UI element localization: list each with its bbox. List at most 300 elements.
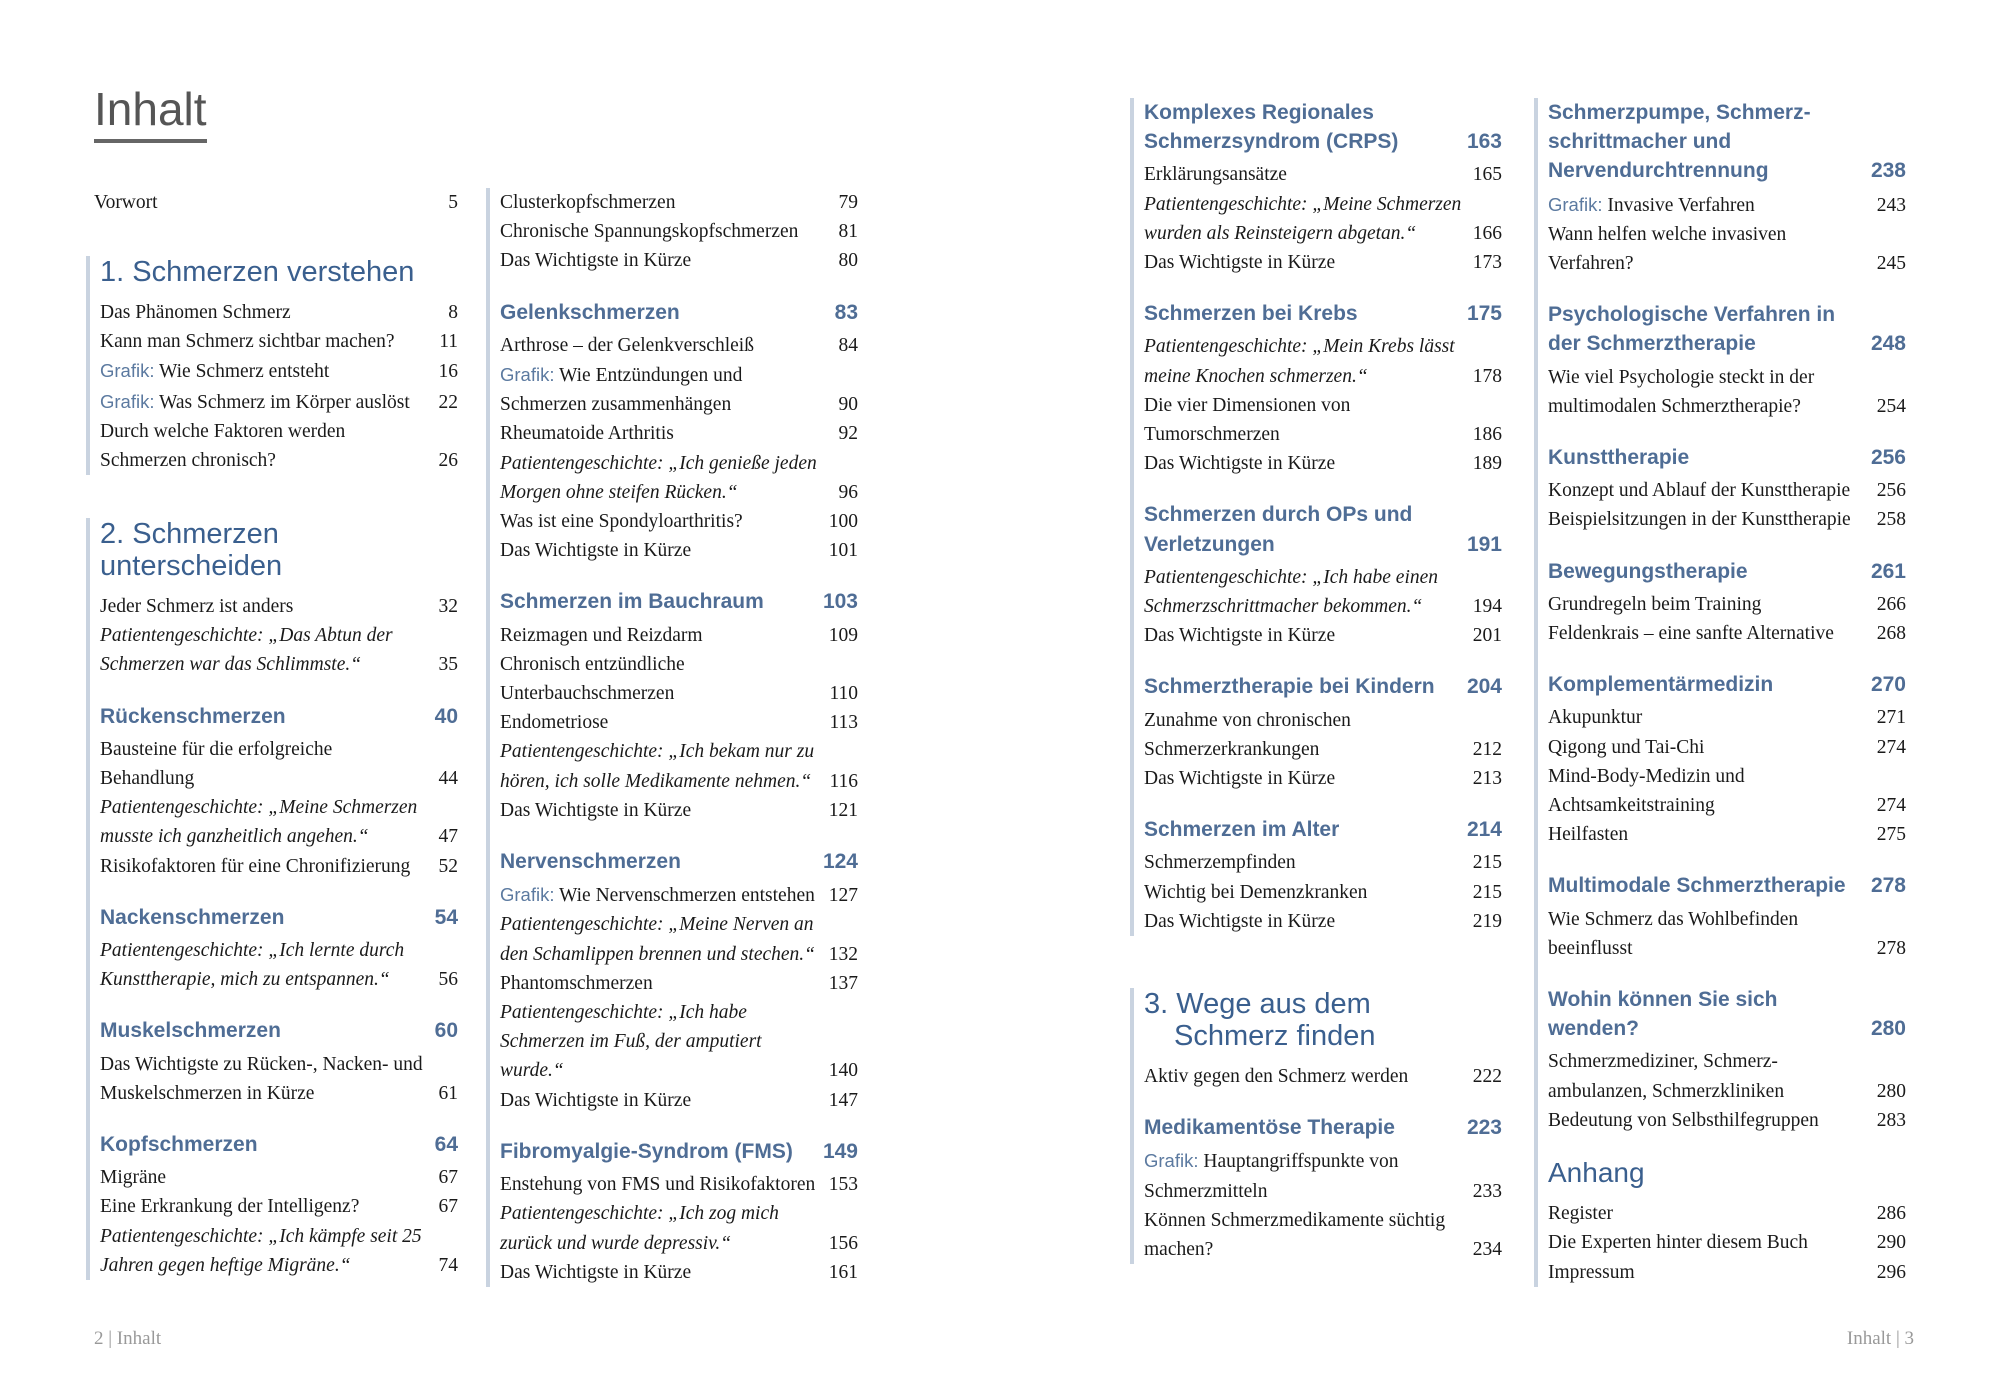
entry-text: Das Wichtigste in Kürze xyxy=(500,540,692,562)
entry-text: Phantomschmerzen xyxy=(500,972,653,994)
toc-entry[interactable] xyxy=(500,650,858,708)
entry-page: 268 xyxy=(1876,623,1906,645)
toc-entry[interactable] xyxy=(100,298,458,327)
footer-left: 2 | Inhalt xyxy=(94,1328,162,1349)
entry-text: Chronisch entzündliche Unterbauchschmerzen xyxy=(500,653,685,705)
toc-entry[interactable] xyxy=(500,1258,858,1287)
entry-page: 278 xyxy=(1876,937,1906,959)
entry-page: 153 xyxy=(828,1174,858,1196)
entry-text: Das Wichtigste in Kürze xyxy=(1144,768,1336,790)
section-page: 278 xyxy=(1870,874,1906,898)
entry-text: Das Wichtigste zu Rücken-, Nacken- und Muskelschmerzen in Kürze xyxy=(100,1053,423,1104)
entry-text: Migräne xyxy=(100,1167,167,1189)
entry-page: 47 xyxy=(438,826,458,848)
entry-text: Enstehung von FMS und Risikofaktoren xyxy=(500,1174,816,1196)
toc-section xyxy=(100,1016,458,1108)
entry-text: Patientengeschichte: „Meine Schmerzen wurden als Reinsteigern abgetan.“ xyxy=(1144,193,1462,244)
toc-entry[interactable] xyxy=(1144,190,1502,248)
toc-entry[interactable] xyxy=(100,417,458,475)
entry-page: 245 xyxy=(1876,253,1906,275)
entry-text: Rheumatoide Arthritis xyxy=(500,423,674,445)
entry-text: Patientengeschichte: „Mein Krebs lässt meine Knochen schmerzen.“ xyxy=(1144,336,1455,387)
entry-page: 234 xyxy=(1472,1239,1502,1261)
toc-entry[interactable] xyxy=(1548,363,1906,421)
entry-page: 215 xyxy=(1472,881,1502,903)
entry-text: Bedeutung von Selbsthilfegruppen xyxy=(1548,1109,1819,1131)
entry-text: Die vier Dimensionen von Tumorschmerzen xyxy=(1144,394,1351,446)
section-heading[interactable]: Komplexes Regionales Schmerzsyndrom (CRPS) 163 xyxy=(1144,98,1502,156)
entry-page: 201 xyxy=(1472,625,1502,647)
section-page: 175 xyxy=(1466,302,1502,326)
entry-text: Wann helfen welche invasiven Verfahren? xyxy=(1548,223,1787,275)
entries xyxy=(500,188,858,276)
entry-text: Das Wichtigste in Kürze xyxy=(500,1089,692,1111)
entry-text: Das Wichtigste in Kürze xyxy=(500,1261,692,1283)
toc-entry[interactable] xyxy=(1548,619,1906,648)
entry-page: 127 xyxy=(828,885,858,907)
section-page: 124 xyxy=(822,850,858,874)
toc-entry[interactable] xyxy=(100,592,458,621)
section-heading[interactable]: Gelenkschmerzen 83 xyxy=(500,298,858,327)
toc-entry[interactable] xyxy=(94,188,458,217)
entries xyxy=(1144,1062,1502,1091)
section-page: 214 xyxy=(1466,818,1502,842)
section-page: 54 xyxy=(434,905,458,929)
entry-page: 275 xyxy=(1876,824,1906,846)
entry-text: Risikofaktoren für eine Chronifizierung xyxy=(100,855,411,877)
chapter-heading[interactable]: 3. Wege aus dem Schmerz finden xyxy=(1144,988,1376,1052)
section-heading[interactable]: Schmerzen im Bauchraum 103 xyxy=(500,587,858,616)
entry-text: Grafik: Wie Entzündungen und Schmerzen zusammenhängen xyxy=(500,364,743,416)
entry-page: 90 xyxy=(838,394,858,416)
toc-section xyxy=(1144,98,1502,277)
entry-page: 290 xyxy=(1876,1232,1906,1254)
entry-page: 52 xyxy=(438,855,458,877)
entry-text: Das Wichtigste in Kürze xyxy=(500,799,692,821)
entry-page: 121 xyxy=(828,799,858,821)
entry-text: Reizmagen und Reizdarm xyxy=(500,624,703,646)
toc-entry[interactable] xyxy=(1144,621,1502,650)
entry-page: 92 xyxy=(838,423,858,445)
entry-text: Grafik: Wie Nervenschmerzen entstehen xyxy=(500,884,815,907)
toc-entry[interactable] xyxy=(1548,1047,1906,1105)
entry-page: 266 xyxy=(1876,593,1906,615)
toc-entry[interactable] xyxy=(500,1086,858,1115)
section-page: 163 xyxy=(1466,130,1502,154)
entry-text: Register xyxy=(1548,1203,1613,1225)
toc-section xyxy=(100,1130,458,1280)
toc-entry[interactable] xyxy=(1144,391,1502,449)
entry-text: Bausteine für die erfolgreiche Behandlung xyxy=(100,738,333,790)
toc-section xyxy=(1548,871,1906,963)
toc-entry[interactable] xyxy=(1144,1206,1502,1264)
entry-page: 286 xyxy=(1876,1203,1906,1225)
toc-entry[interactable] xyxy=(1144,764,1502,793)
toc-section xyxy=(100,903,458,995)
section-heading[interactable]: Muskelschmerzen 60 xyxy=(100,1016,458,1045)
toc-section xyxy=(1548,300,1906,421)
toc-entry[interactable] xyxy=(1548,476,1906,505)
entry-text: Patientengeschichte: „Ich lernte durch Kunsttherapie, mich zu entspannen.“ xyxy=(100,940,405,991)
entry-page: 32 xyxy=(438,596,458,617)
entry-page: 22 xyxy=(438,391,458,413)
toc-entry[interactable] xyxy=(500,1170,858,1199)
entry-page: 35 xyxy=(438,654,458,676)
toc-entry[interactable] xyxy=(1144,1146,1502,1205)
toc-entry[interactable] xyxy=(1548,762,1906,820)
section-page: 256 xyxy=(1870,446,1906,470)
section-page: 83 xyxy=(834,300,858,324)
entry-page: 81 xyxy=(838,221,858,243)
toc-entry[interactable] xyxy=(500,331,858,360)
toc-entry[interactable] xyxy=(1548,590,1906,619)
section-heading[interactable]: Kunsttherapie 256 xyxy=(1548,443,1906,472)
entries xyxy=(100,298,458,475)
toc-entry[interactable] xyxy=(100,387,458,417)
section-heading[interactable]: Schmerztherapie bei Kindern 204 xyxy=(1144,672,1502,701)
grafik-label: Grafik: xyxy=(500,884,555,906)
toc-section xyxy=(500,298,858,566)
toc-entry[interactable] xyxy=(100,793,458,851)
entry-text: Beispielsitzungen in der Kunsttherapie xyxy=(1548,509,1851,531)
toc-entry[interactable] xyxy=(500,969,858,998)
section-page: 64 xyxy=(434,1133,458,1157)
toc-entry[interactable] xyxy=(1144,160,1502,189)
grafik-label: Grafik: xyxy=(100,360,155,382)
grafik-label: Grafik: xyxy=(100,390,155,412)
entry-page: 186 xyxy=(1472,424,1502,446)
section-page: 238 xyxy=(1870,159,1906,183)
toc-section xyxy=(1144,500,1502,650)
entry-text: Impressum xyxy=(1548,1261,1635,1283)
entry-text: Grafik: Was Schmerz im Körper auslöst xyxy=(100,390,410,413)
entry-page: 254 xyxy=(1876,395,1906,417)
toc-entry[interactable] xyxy=(500,536,858,565)
entry-text: Das Phänomen Schmerz xyxy=(100,302,291,323)
toc-entry[interactable] xyxy=(500,360,858,419)
entry-text: Heilfasten xyxy=(1548,824,1629,846)
section-page: 270 xyxy=(1870,673,1906,697)
grafik-label: Grafik: xyxy=(500,364,555,386)
section-heading[interactable]: Wohin können Sie sich wenden? 280 xyxy=(1548,985,1906,1043)
entry-text: Wie viel Psychologie steckt in der multimodalen Schmerztherapie? xyxy=(1548,366,1815,417)
entry-page: 166 xyxy=(1472,222,1502,244)
entry-text: Patientengeschichte: „Das Abtun der Schmerzen war das Schlimmste.“ xyxy=(100,625,393,676)
section-heading[interactable]: Kopfschmerzen 64 xyxy=(100,1130,458,1159)
toc-entry[interactable] xyxy=(100,1222,458,1280)
section-page: 223 xyxy=(1466,1116,1502,1140)
entry-text: Patientengeschichte: „Ich zog mich zurück und wurde depressiv.“ xyxy=(500,1203,779,1254)
entry-text: Akupunktur xyxy=(1548,707,1643,729)
entry-page: 194 xyxy=(1472,596,1502,618)
entry-text: Wie Schmerz das Wohlbefinden beeinflusst xyxy=(1548,908,1799,959)
entry-text: Grafik: Hauptangriffspunkte von Schmerzmitteln xyxy=(1144,1150,1399,1202)
toc-entry[interactable] xyxy=(1548,1228,1906,1257)
section-page: 280 xyxy=(1870,1017,1906,1041)
toc-section xyxy=(1144,1113,1502,1264)
section-heading[interactable]: Schmerzpumpe, Schmerz- schrittmacher und Nervendurchtrennung 238 xyxy=(1548,98,1906,186)
entry-text: Arthrose – der Gelenkverschleiß xyxy=(500,334,754,356)
toc-entry[interactable] xyxy=(100,936,458,994)
toc-entry[interactable] xyxy=(100,327,458,356)
entry-page: 156 xyxy=(828,1232,858,1254)
toc-entry[interactable] xyxy=(100,1050,458,1108)
chapter-heading[interactable]: 2. Schmerzen unterscheiden xyxy=(100,518,283,582)
entry-text: Durch welche Faktoren werden Schmerzen chronisch? xyxy=(100,420,346,472)
toc-entry[interactable] xyxy=(1144,449,1502,478)
toc-entry[interactable] xyxy=(1548,190,1906,220)
entry-text: Das Wichtigste in Kürze xyxy=(1144,453,1336,475)
toc-section xyxy=(500,1137,858,1287)
entry-text: Mind-Body-Medizin und Achtsamkeitstraining xyxy=(1548,765,1745,817)
toc-block-col3-top xyxy=(1130,98,1502,936)
toc-entry[interactable] xyxy=(1548,703,1906,732)
entry-text: Das Wichtigste in Kürze xyxy=(1144,910,1336,932)
section-heading[interactable]: Multimodale Schmerztherapie 278 xyxy=(1548,871,1906,900)
toc-section xyxy=(500,847,858,1115)
section-heading[interactable]: Rückenschmerzen 40 xyxy=(100,702,458,731)
toc-entry[interactable] xyxy=(500,246,858,275)
entry-page: 44 xyxy=(438,768,458,790)
entry-page: 67 xyxy=(438,1196,458,1218)
toc-section xyxy=(1548,98,1906,278)
section-heading[interactable]: Schmerzen bei Krebs 175 xyxy=(1144,299,1502,328)
section-page: 103 xyxy=(822,590,858,614)
entry-page: 274 xyxy=(1876,795,1906,817)
entry-page: 96 xyxy=(838,481,858,503)
entry-text: Endometriose xyxy=(500,712,609,734)
toc-entry[interactable] xyxy=(100,1163,458,1192)
section-heading[interactable]: Nackenschmerzen 54 xyxy=(100,903,458,932)
entry-page: 271 xyxy=(1876,707,1906,729)
entry-page: 56 xyxy=(438,969,458,991)
toc-entry[interactable] xyxy=(1548,1106,1906,1135)
toc-section xyxy=(1548,443,1906,535)
entry-text: Feldenkrais – eine sanfte Alternative xyxy=(1548,623,1834,645)
entry-page: 189 xyxy=(1472,453,1502,475)
toc-anhang xyxy=(1548,1157,1906,1287)
toc-entry[interactable] xyxy=(1548,1199,1906,1228)
entry-page: 84 xyxy=(838,334,858,356)
entry-page: 79 xyxy=(838,192,858,213)
entry-page: 140 xyxy=(828,1060,858,1082)
toc-entry[interactable] xyxy=(1144,907,1502,936)
entry-text: Patientengeschichte: „Meine Schmerzen musste ich ganzheitlich angehen.“ xyxy=(100,797,418,848)
chapter-heading[interactable]: 1. Schmerzen verstehen xyxy=(100,256,415,288)
section-heading[interactable]: Komplementärmedizin 270 xyxy=(1548,670,1906,699)
entry-text: Patientengeschichte: „Meine Nerven an den Schamlippen brennen und stechen.“ xyxy=(500,914,815,965)
toc-entry[interactable] xyxy=(100,356,458,386)
toc-chapter-1 xyxy=(86,256,458,475)
section-page: 60 xyxy=(434,1019,458,1043)
entry-text: Erklärungsansätze xyxy=(1144,164,1287,186)
section-heading[interactable]: Schmerzen im Alter 214 xyxy=(1144,815,1502,844)
entry-text: Patientengeschichte: „Ich genieße jeden Morgen ohne steifen Rücken.“ xyxy=(500,452,817,503)
toc-entry[interactable] xyxy=(1548,505,1906,534)
toc-chapter-2 xyxy=(86,518,458,1280)
section-heading[interactable]: Bewegungstherapie 261 xyxy=(1548,557,1906,586)
toc-entry[interactable] xyxy=(500,188,858,217)
toc-section xyxy=(500,587,858,825)
entry-text: Schmerzmediziner, Schmerz- ambulanzen, Schmerzkliniken xyxy=(1548,1051,1785,1102)
toc-entry[interactable] xyxy=(500,621,858,650)
entry-text: Schmerzempfinden xyxy=(1144,852,1296,874)
entry-page: 5 xyxy=(448,192,458,213)
toc-chapter-3 xyxy=(1130,988,1502,1264)
grafik-label: Grafik: xyxy=(1548,193,1603,215)
entry-text: Zunahme von chronischen Schmerzerkrankungen xyxy=(1144,709,1351,760)
section-heading[interactable]: Fibromyalgie-Syndrom (FMS) 149 xyxy=(500,1137,858,1166)
entry-page: 80 xyxy=(838,250,858,272)
entry-page: 109 xyxy=(828,624,858,646)
toc-entry[interactable] xyxy=(500,998,858,1086)
toc-entry[interactable] xyxy=(1548,1258,1906,1287)
entry-text: Das Wichtigste in Kürze xyxy=(500,250,692,272)
toc-section xyxy=(1144,815,1502,936)
entry-page: 116 xyxy=(829,770,858,792)
toc-entry[interactable] xyxy=(500,880,858,910)
toc-entry[interactable] xyxy=(1144,563,1502,621)
entry-page: 173 xyxy=(1472,252,1502,274)
section-page: 149 xyxy=(822,1139,858,1163)
toc-section xyxy=(1548,985,1906,1135)
entry-page: 280 xyxy=(1876,1080,1906,1102)
section-heading[interactable]: Schmerzen durch OPs und Verletzungen 191 xyxy=(1144,500,1502,558)
entry-page: 147 xyxy=(828,1089,858,1111)
toc-entry[interactable] xyxy=(1548,220,1906,278)
entry-text: Jeder Schmerz ist anders xyxy=(100,596,294,617)
toc-entry[interactable] xyxy=(1144,332,1502,390)
entry-page: 100 xyxy=(828,511,858,533)
entry-text: Konzept und Ablauf der Kunsttherapie xyxy=(1548,480,1851,502)
section-page: 248 xyxy=(1870,332,1906,356)
toc-entry[interactable] xyxy=(1548,733,1906,762)
toc-entry[interactable] xyxy=(1548,905,1906,963)
grafik-label: Grafik: xyxy=(1144,1150,1199,1172)
entry-page: 11 xyxy=(439,331,458,353)
entry-page: 256 xyxy=(1876,480,1906,502)
toc-entry[interactable] xyxy=(1144,878,1502,907)
toc-section xyxy=(1548,670,1906,849)
entry-page: 283 xyxy=(1876,1109,1906,1131)
toc-entry[interactable] xyxy=(500,507,858,536)
footer-right: Inhalt | 3 xyxy=(1846,1328,1914,1349)
section-heading[interactable]: Medikamentöse Therapie 223 xyxy=(1144,1113,1502,1142)
entry-page: 110 xyxy=(829,683,858,705)
entry-page: 137 xyxy=(828,972,858,994)
toc-block-col2 xyxy=(486,188,858,1287)
entry-page: 212 xyxy=(1472,738,1502,760)
entry-page: 222 xyxy=(1472,1066,1502,1087)
page-title: Inhalt xyxy=(94,84,207,143)
entry-text: Das Wichtigste in Kürze xyxy=(1144,625,1336,647)
entry-text: Die Experten hinter diesem Buch xyxy=(1548,1232,1808,1254)
entry-text: Was ist eine Spondyloarthritis? xyxy=(500,511,743,533)
entries xyxy=(1548,1199,1906,1287)
entry-page: 178 xyxy=(1472,365,1502,387)
entry-text: Wichtig bei Demenzkranken xyxy=(1144,881,1368,903)
toc-entry[interactable] xyxy=(1548,820,1906,849)
toc-entry[interactable] xyxy=(500,217,858,246)
entry-page: 113 xyxy=(829,712,858,734)
toc-entry[interactable] xyxy=(1144,848,1502,877)
toc-section xyxy=(1144,672,1502,793)
entry-page: 213 xyxy=(1472,768,1502,790)
toc-entry[interactable] xyxy=(500,796,858,825)
toc-section xyxy=(1144,299,1502,478)
entry-text: Das Wichtigste in Kürze xyxy=(1144,252,1336,274)
entry-page: 8 xyxy=(448,302,458,323)
section-page: 40 xyxy=(434,704,458,728)
entry-text: Eine Erkrankung der Intelligenz? xyxy=(100,1196,360,1218)
toc-entry[interactable] xyxy=(100,852,458,881)
entry-page: 215 xyxy=(1472,852,1502,874)
entry-text: Kann man Schmerz sichtbar machen? xyxy=(100,331,395,353)
entry-text: Clusterkopfschmerzen xyxy=(500,192,676,213)
entry-page: 16 xyxy=(438,361,458,383)
entry-text: Grundregeln beim Training xyxy=(1548,593,1762,615)
toc-entry[interactable] xyxy=(1144,1062,1502,1091)
section-page: 191 xyxy=(1466,532,1502,556)
entry-text: Grafik: Invasive Verfahren xyxy=(1548,193,1755,216)
anhang-heading[interactable]: Anhang xyxy=(1548,1157,1645,1189)
toc-section xyxy=(1548,557,1906,649)
toc-entry[interactable] xyxy=(500,737,858,795)
entry-page: 26 xyxy=(438,450,458,472)
entry-text: Patientengeschichte: „Ich kämpfe seit 25 Jahren gegen heftige Migräne.“ xyxy=(100,1225,422,1276)
section-page: 204 xyxy=(1466,675,1502,699)
entry-page: 74 xyxy=(438,1254,458,1276)
toc-entry[interactable] xyxy=(500,910,858,968)
toc-entry[interactable] xyxy=(500,708,858,737)
entry-page: 274 xyxy=(1876,736,1906,758)
toc-entry[interactable] xyxy=(100,1192,458,1221)
toc-entry[interactable] xyxy=(100,735,458,793)
toc-entry[interactable] xyxy=(500,1199,858,1257)
toc-block-col4 xyxy=(1534,98,1906,1287)
entry-text: Grafik: Wie Schmerz entsteht xyxy=(100,360,330,383)
entry-page: 233 xyxy=(1472,1180,1502,1202)
toc-block-vorwort xyxy=(86,188,458,217)
toc-entry[interactable] xyxy=(1144,706,1502,764)
entry-page: 243 xyxy=(1876,194,1906,216)
entry-page: 258 xyxy=(1876,509,1906,531)
section-heading[interactable]: Psychologische Verfahren in der Schmerztherapie 248 xyxy=(1548,300,1906,358)
section-page: 261 xyxy=(1870,559,1906,583)
entry-page: 132 xyxy=(828,943,858,965)
entry-page: 161 xyxy=(828,1261,858,1283)
entry-text: Vorwort xyxy=(94,192,158,213)
entry-text: Chronische Spannungskopfschmerzen xyxy=(500,221,799,243)
toc-entry[interactable] xyxy=(1144,248,1502,277)
entry-text: Patientengeschichte: „Ich habe Schmerzen im Fuß, der amputiert wurde.“ xyxy=(500,1002,762,1082)
entry-text: Patientengeschichte: „Ich bekam nur zu hören, ich solle Medikamente nehmen.“ xyxy=(500,741,815,792)
toc-entry[interactable] xyxy=(500,419,858,448)
entry-text: Patientengeschichte: „Ich habe einen Schmerzschrittmacher bekommen.“ xyxy=(1144,566,1439,618)
entry-text: Qigong und Tai-Chi xyxy=(1548,736,1705,758)
section-heading[interactable]: Nervenschmerzen 124 xyxy=(500,847,858,876)
entry-text: Können Schmerzmedikamente süchtig machen? xyxy=(1144,1209,1446,1261)
entry-page: 67 xyxy=(438,1167,458,1189)
entry-page: 219 xyxy=(1472,910,1502,932)
toc-entry[interactable] xyxy=(100,621,458,679)
entry-page: 61 xyxy=(438,1082,458,1104)
toc-entry[interactable] xyxy=(500,449,858,507)
toc-section xyxy=(100,702,458,881)
entry-page: 165 xyxy=(1472,164,1502,186)
entry-page: 296 xyxy=(1876,1261,1906,1283)
entries xyxy=(100,592,458,680)
